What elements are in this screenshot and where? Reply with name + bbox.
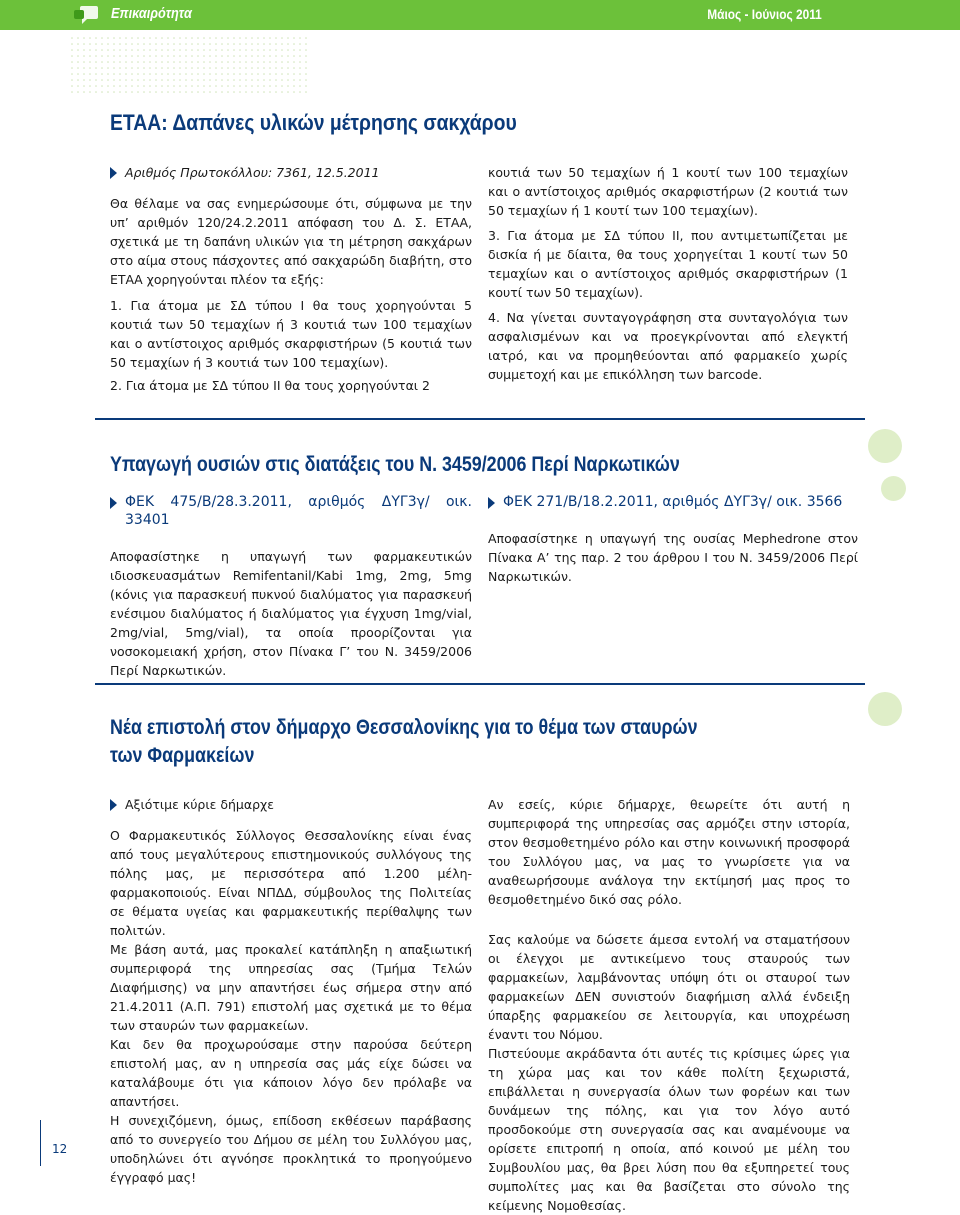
header-bar	[0, 0, 960, 30]
issue-date: Μάιος - Ιούνιος 2011	[707, 6, 822, 22]
article2-left-column	[110, 493, 472, 680]
article3-left-para-1: Ο Φαρμακευτικός Σύλλογος Θεσσαλονίκης είναι ένας από τους μεγαλύτερους επιστημονικούς συλλόγους της πόλης μας, με περισσότερα από 1.200 μέλη-φαρμακοποιούς. Είναι ΝΠΔΔ, σύμβουλος της Πολιτείας σε θέματα υγείας και φαρμακευτικής περίθαλψης των πολιτών.	[110, 828, 472, 938]
bullet-triangle-icon	[110, 799, 117, 811]
article3-title-line1: Νέα επιστολή στον δήμαρχο Θεσσαλονίκης για το θέμα των σταυρών	[110, 716, 698, 739]
speech-bubble-icon	[74, 4, 100, 26]
article2-left-ref-line	[110, 493, 472, 529]
article1-para-2: 1. Για άτομα με ΣΔ τύπου Ι θα τους χορηγούνται 5 κουτιά των 50 τεμαχίων ή 3 κουτιά των 100 τεμαχίων και ο αντίστοιχος αριθμός σκαρφιστήρων (5 κουτιά των 50 τεμαχίων ή 3 κουτιά των 100 τεμαχίων).	[110, 298, 472, 370]
dot-grid-decoration	[70, 36, 310, 96]
decorative-circle	[868, 429, 902, 463]
bullet-triangle-icon	[488, 497, 495, 509]
article1-right-para-1: κουτιά των 50 τεμαχίων ή 1 κουτί των 100 τεμαχίων και ο αντίστοιχος αριθμός σκαρφιστήρων (2 κουτιά των 50 τεμαχίων ή 1 κουτί των 100 τεμαχίων).	[488, 165, 848, 218]
divider-2	[95, 683, 865, 685]
article2-right-ref-line	[488, 493, 858, 511]
article1-right-column	[488, 163, 848, 384]
article2-right-ref: ΦΕΚ 271/Β/18.2.2011, αριθμός ΔΥΓ3γ/ οικ. 3566	[503, 494, 843, 510]
article3-left-para-2: Με βάση αυτά, μας προκαλεί κατάπληξη η απαξιωτική συμπεριφορά της υπηρεσίας σας (Τμήμα Τελών Διαφήμισης) να μην απαντήσει έως σήμερα στην από 21.4.2011 (Α.Π. 791) επιστολή μας σχετικά με το θέμα των σταυρών των φαρμακείων.	[110, 942, 472, 1033]
article2-title: Υπαγωγή ουσιών στις διατάξεις του Ν. 3459/2006 Περί Ναρκωτικών	[110, 453, 680, 476]
article2-left-ref: ΦΕΚ 475/Β/28.3.2011, αριθμός ΔΥΓ3γ/ οικ. 33401	[125, 494, 472, 528]
article1-para-3: 2. Για άτομα με ΣΔ τύπου ΙΙ θα τους χορηγούνται 2	[110, 378, 430, 393]
article1-title: ΕΤΑΑ: Δαπάνες υλικών μέτρησης σακχάρου	[110, 110, 517, 135]
article2-right-column	[488, 493, 858, 586]
bullet-triangle-icon	[110, 167, 117, 179]
article1-para-1: Θα θέλαμε να σας ενημερώσουμε ότι, σύμφωνα με την υπ’ αριθμόν 120/24.2.2011 απόφαση του Δ. Σ. ΕΤΑΑ, σχετικά με τη δαπάνη υλικών για τη μέτρηση σακχάρων στο αίμα στους πάσχοντες από σακχαρώδη διαβήτη, στο ΕΤΑΑ χορηγούνται πλέον τα εξής:	[110, 196, 472, 287]
article3-right-column	[488, 795, 850, 1215]
article2-right-text: Αποφασίστηκε η υπαγωγή της ουσίας Mephedrone στον Πίνακα Α’ της παρ. 2 του άρθρου Ι του Ν. 3459/2006 Περί Ναρκωτικών.	[488, 531, 858, 584]
article3-title-line2: των Φαρμακείων	[110, 744, 255, 767]
divider-1	[95, 418, 865, 420]
section-title: Επικαιρότητα	[111, 5, 192, 22]
article2-left-text: Αποφασίστηκε η υπαγωγή των φαρμακευτικών ιδιοσκευασμάτων Remifentanil/Kabi 1mg, 2mg, 5mg (κόνις για παρασκευή πυκνού διαλύματος για παρασκευή ενέσιμου διαλύματος ή διαλύματος για έγχυση 1mg/vial, 2mg/vial, 5mg/vial), τα οποία προορίζονται για νοσοκομειακή χρήση, στον Πίνακα Γ’ του Ν. 3459/2006 Περί Ναρκωτικών.	[110, 549, 472, 678]
article1-left-column	[110, 163, 472, 395]
article3-right-para-3: Πιστεύουμε ακράδαντα ότι αυτές τις κρίσιμες ώρες για τη χώρα μας και τον κάθε πολίτη ξεχωριστά, επιβάλλεται η συνεργασία όλων των φορέων και των δυνάμεων της πόλης, και για τον λόγο αυτό προσδοκούμε στη συνεργασία σας και αναμένουμε να ορίσετε επιτροπή η οποία, από κοινού με μέλη του Συμβουλίου μας, θα βρει λύση που θα εξυπηρετεί τους συμπολίτες μας και θα βασίζεται στο σύνολο της κείμενης Νομοθεσίας.	[488, 1046, 850, 1213]
article1-ref-line	[110, 163, 472, 182]
article3-salutation: Αξιότιμε κύριε δήμαρχε	[125, 797, 275, 812]
article1-ref: Αριθμός Πρωτοκόλλου: 7361, 12.5.2011	[125, 165, 380, 180]
article3-salutation-line	[110, 795, 472, 814]
article1-right-para-3: 4. Να γίνεται συνταγογράφηση στα συνταγολόγια των ασφαλισμένων και να προεγκρίνονται από ελεγκτή ιατρό, και να προμηθεύονται από φαρμακείο χωρίς συμμετοχή και με επικόλληση των barcode.	[488, 310, 848, 382]
article3-right-para-2: Σας καλούμε να δώσετε άμεσα εντολή να σταματήσουν οι έλεγχοι με αντικείμενο τους σταυρούς των φαρμακείων, λαμβάνοντας υπόψη ότι οι σταυροί των φαρμακείων ΔΕΝ συνιστούν διαφήμιση αλλά ένδειξη ύπαρξης φαρμακείου σε λειτουργία, και υποχρέωση έναντι του Νόμου.	[488, 932, 850, 1042]
article3-left-column	[110, 795, 472, 1187]
article3-right-para-1: Αν εσείς, κύριε δήμαρχε, θεωρείτε ότι αυτή η συμπεριφορά της υπηρεσίας σας αρμόζει στην ιστορία, στον θεσμοθετημένο ρόλο και στην κοινωνική προσφορά του Συλλόγου μας, να μας το γνωρίσετε για να αναθεωρήσουμε ανάλογα την εκτίμησή μας προς το θεσμοθετημένο δικό σας ρόλο.	[488, 797, 850, 907]
article3-left-para-4: Η συνεχιζόμενη, όμως, επίδοση εκθέσεων παράβασης από το συνεργείο του Δήμου σε μέλη του Συλλόγου μας, υποδηλώνει ότι αγνόησε προκλητικά το προηγούμενο έγγραφό μας!	[110, 1113, 472, 1185]
article1-right-para-2: 3. Για άτομα με ΣΔ τύπου ΙΙ, που αντιμετωπίζεται με δισκία ή με δίαιτα, θα τους χορηγείται 1 κουτί των 50 τεμαχίων και ο αντίστοιχος αριθμός σκαρφιστήρων (1 κουτί των 50 τεμαχίων).	[488, 228, 848, 300]
page-number-rule	[40, 1120, 41, 1166]
article3-left-para-3: Και δεν θα προχωρούσαμε στην παρούσα δεύτερη επιστολή μας, αν η υπηρεσία σας μάς είχε δώσει να καταλάβουμε ότι για κάποιον λόγο δεν πρόλαβε να απαντήσει.	[110, 1037, 472, 1109]
decorative-circle	[868, 692, 902, 726]
decorative-circle	[881, 476, 906, 501]
bullet-triangle-icon	[110, 497, 117, 509]
page-number: 12	[52, 1142, 68, 1156]
